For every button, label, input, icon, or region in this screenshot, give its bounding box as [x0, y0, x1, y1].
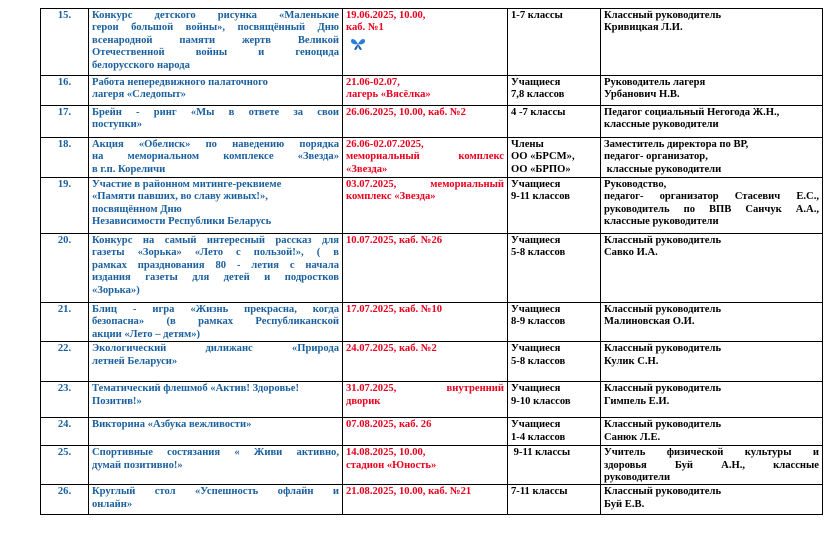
- event-cell: [89, 446, 343, 485]
- responsible-cell: [601, 138, 823, 178]
- row-number: 26.: [41, 485, 89, 515]
- date-place-line: мемориальный комплекс: [346, 151, 504, 163]
- event-cell: [89, 382, 343, 418]
- event-line: белорусского народа: [92, 59, 190, 71]
- date-place-cell: [343, 485, 508, 515]
- responsible-line: Малиновская О.И.: [604, 316, 695, 328]
- responsible-line: Кривицкая Л.И.: [604, 22, 683, 34]
- responsible-line: руководители: [604, 472, 671, 484]
- participants-line: 9-11 классы: [511, 447, 571, 459]
- responsible-line: Классный руководитель: [604, 383, 722, 395]
- responsible-line: Классный руководитель: [604, 304, 722, 315]
- responsible-line: Классный руководитель: [604, 10, 722, 21]
- participants-line: Учащиеся: [511, 304, 561, 315]
- row-number: 21.: [41, 303, 89, 342]
- date-place-line: стадион «Юность»: [346, 459, 437, 471]
- event-line: издания газеты для детей и подростков: [92, 272, 339, 284]
- responsible-cell: [601, 342, 823, 382]
- responsible-line: классные руководители: [604, 163, 722, 175]
- participants-cell: [508, 418, 601, 446]
- participants-line: Учащиеся: [511, 179, 561, 190]
- participants-cell: [508, 9, 601, 76]
- date-place-cell: [343, 9, 508, 76]
- date-place-line: 10.07.2025, каб. №26: [346, 235, 443, 246]
- event-cell: [89, 138, 343, 178]
- row-number: 18.: [41, 138, 89, 178]
- row-number: 15.: [41, 9, 89, 76]
- date-place-line: 21.08.2025, 10.00, каб. №21: [346, 486, 472, 498]
- event-line: Работа непередвижного палаточного: [92, 77, 268, 88]
- date-place-line: 26.06-02.07.2025,: [346, 139, 424, 150]
- responsible-line: Заместитель директора по ВР,: [604, 139, 749, 150]
- participants-cell: [508, 138, 601, 178]
- event-line: в г.п. Кореличи: [92, 163, 166, 175]
- date-place-line: дворик: [346, 395, 381, 407]
- events-table-body: [41, 9, 823, 515]
- butterfly-icon: [350, 37, 366, 51]
- date-place-line: 17.07.2025, каб. №10: [346, 304, 443, 315]
- participants-cell: [508, 106, 601, 138]
- responsible-cell: [601, 9, 823, 76]
- responsible-cell: [601, 382, 823, 418]
- responsible-cell: [601, 178, 823, 234]
- responsible-line: классные руководители: [604, 119, 719, 131]
- date-place-line: 31.07.2025, внутренний: [346, 383, 504, 395]
- event-line: Спортивные состязания « Живи активно,: [92, 447, 339, 459]
- event-line: Круглый стол «Успешность офлайн и: [92, 486, 339, 498]
- participants-line: ОО «БРСМ»,: [511, 151, 575, 163]
- date-place-cell: [343, 342, 508, 382]
- event-line: Участие в районном митинге-реквиеме: [92, 179, 282, 190]
- participants-line: Учащиеся: [511, 343, 561, 355]
- responsible-line: Буй Е.В.: [604, 498, 645, 510]
- event-line: Блиц - игра «Жизнь прекрасна, когда: [92, 304, 339, 315]
- responsible-line: классные руководители: [604, 216, 719, 228]
- date-place-line: 21.06-02.07,: [346, 77, 400, 88]
- table-row: [41, 418, 823, 446]
- event-line: всенародной памяти жертв Великой: [92, 34, 339, 46]
- event-line: Конкурс детского рисунка «Маленькие: [92, 10, 339, 21]
- responsible-cell: [601, 485, 823, 515]
- event-line: акции «Лето – детям»): [92, 328, 201, 340]
- date-place-cell: [343, 106, 508, 138]
- date-place-line: «Звезда»: [346, 163, 388, 175]
- date-place-line: 19.06.2025, 10.00,: [346, 10, 426, 21]
- date-place-line: 03.07.2025, мемориальный: [346, 179, 504, 190]
- event-line: рамках празднования 80 - летия с начала: [92, 259, 339, 271]
- table-row: [41, 106, 823, 138]
- event-line: поступки»: [92, 119, 143, 131]
- responsible-line: педагог- организатор,: [604, 151, 708, 163]
- row-number: 24.: [41, 418, 89, 446]
- participants-line: 5-8 классов: [511, 355, 566, 367]
- event-line: герои большой войны», посвящённый Дню: [92, 22, 339, 34]
- responsible-line: Гимпель Е.И.: [604, 395, 670, 407]
- participants-cell: [508, 342, 601, 382]
- participants-line: Члены: [511, 139, 544, 150]
- date-place-line: каб. №1: [346, 22, 384, 34]
- date-place-cell: [343, 76, 508, 106]
- responsible-cell: [601, 418, 823, 446]
- event-line: «Зорька»): [92, 284, 140, 296]
- table-row: [41, 76, 823, 106]
- participants-cell: [508, 303, 601, 342]
- event-line: Экологический дилижанс «Природа: [92, 343, 339, 355]
- date-place-cell: [343, 446, 508, 485]
- row-number: 19.: [41, 178, 89, 234]
- participants-line: Учащиеся: [511, 383, 561, 395]
- event-cell: [89, 303, 343, 342]
- event-cell: [89, 234, 343, 303]
- participants-line: 8-9 классов: [511, 316, 566, 328]
- participants-line: Учащиеся: [511, 235, 561, 246]
- responsible-cell: [601, 76, 823, 106]
- event-line: на мемориальном комплексе «Звезда»: [92, 151, 339, 163]
- event-line: посвящённом Дню: [92, 203, 182, 215]
- responsible-line: Классный руководитель: [604, 419, 722, 431]
- participants-line: Учащиеся: [511, 77, 561, 88]
- participants-line: 7,8 классов: [511, 89, 565, 101]
- date-place-cell: [343, 418, 508, 446]
- table-row: [41, 178, 823, 234]
- event-line: Викторина «Азбука вежливости»: [92, 419, 252, 431]
- table-row: [41, 382, 823, 418]
- row-number: 16.: [41, 76, 89, 106]
- participants-line: 5-8 классов: [511, 247, 566, 259]
- participants-line: 1-4 классов: [511, 431, 566, 443]
- table-row: [41, 9, 823, 76]
- participants-cell: [508, 76, 601, 106]
- event-line: Тематический флешмоб «Актив! Здоровье!: [92, 383, 299, 395]
- date-place-cell: [343, 382, 508, 418]
- event-line: лагеря «Следопыт»: [92, 89, 186, 101]
- table-row: [41, 303, 823, 342]
- date-place-cell: [343, 178, 508, 234]
- event-line: Конкурс на самый интересный рассказ для: [92, 235, 339, 246]
- table-row: [41, 234, 823, 303]
- row-number: 22.: [41, 342, 89, 382]
- date-place-line: 24.07.2025, каб. №2: [346, 343, 437, 355]
- participants-cell: [508, 382, 601, 418]
- table-row: [41, 342, 823, 382]
- table-row: [41, 485, 823, 515]
- responsible-cell: [601, 234, 823, 303]
- table-row: [41, 138, 823, 178]
- responsible-line: Руководитель лагеря: [604, 77, 706, 88]
- date-place-line: 07.08.2025, каб. 26: [346, 419, 432, 431]
- participants-cell: [508, 446, 601, 485]
- responsible-line: руководитель по ВПВ Санчук А.А.,: [604, 203, 819, 215]
- date-place-cell: [343, 138, 508, 178]
- responsible-line: Педагог социальный Негогода Ж.Н.,: [604, 107, 780, 118]
- event-line: думай позитивно!»: [92, 459, 183, 471]
- event-line: онлайн»: [92, 498, 133, 510]
- row-number: 17.: [41, 106, 89, 138]
- event-line: «Памяти павших, во славу живых!»,: [92, 191, 268, 203]
- responsible-line: Кулик С.Н.: [604, 355, 659, 367]
- participants-line: 9-11 классов: [511, 191, 570, 203]
- participants-line: 4 -7 классы: [511, 107, 566, 118]
- participants-cell: [508, 178, 601, 234]
- document-page: [40, 8, 823, 515]
- date-place-line: 26.06.2025, 10.00, каб. №2: [346, 107, 466, 118]
- date-place-line: 14.08.2025, 10.00,: [346, 447, 426, 459]
- date-place-cell: [343, 303, 508, 342]
- participants-line: ОО «БРПО»: [511, 163, 571, 175]
- events-table: [40, 8, 823, 515]
- table-row: [41, 446, 823, 485]
- responsible-line: педагог- организатор Стасевич Е.С.,: [604, 191, 819, 203]
- event-cell: [89, 485, 343, 515]
- row-number: 20.: [41, 234, 89, 303]
- event-cell: [89, 9, 343, 76]
- row-number: 25.: [41, 446, 89, 485]
- event-line: Независимости Республики Беларусь: [92, 216, 272, 228]
- participants-line: Учащиеся: [511, 419, 561, 431]
- participants-cell: [508, 485, 601, 515]
- date-place-line: комплекс «Звезда»: [346, 191, 436, 203]
- responsible-line: Классный руководитель: [604, 486, 722, 498]
- date-place-line: лагерь «Вясёлка»: [346, 89, 431, 101]
- responsible-line: Савко И.А.: [604, 247, 658, 259]
- participants-line: 7-11 классы: [511, 486, 568, 498]
- event-line: Акция «Обелиск» по наведению порядка: [92, 139, 339, 150]
- event-cell: [89, 418, 343, 446]
- event-line: летней Беларуси»: [92, 355, 178, 367]
- participants-line: 1-7 классы: [511, 10, 563, 21]
- event-line: безопасна» (в рамках Республиканской: [92, 316, 339, 328]
- responsible-line: здоровья Буй А.Н., классные: [604, 459, 819, 471]
- event-cell: [89, 106, 343, 138]
- responsible-line: Классный руководитель: [604, 235, 722, 246]
- event-cell: [89, 76, 343, 106]
- row-number: 23.: [41, 382, 89, 418]
- date-place-cell: [343, 234, 508, 303]
- event-line: газеты «Зорька» «Лето с пользой!», ( в: [92, 247, 339, 259]
- responsible-line: Учитель физической культуры и: [604, 447, 819, 459]
- event-line: Отечественной войны и геноцида: [92, 47, 339, 59]
- event-line: Позитив!»: [92, 395, 142, 407]
- event-cell: [89, 178, 343, 234]
- responsible-line: Санюк Л.Е.: [604, 431, 661, 443]
- responsible-line: Руководство,: [604, 179, 667, 190]
- event-cell: [89, 342, 343, 382]
- responsible-line: Урбанович Н.В.: [604, 89, 680, 101]
- event-line: Брейн - ринг «Мы в ответе за свои: [92, 107, 339, 118]
- responsible-cell: [601, 303, 823, 342]
- participants-cell: [508, 234, 601, 303]
- responsible-cell: [601, 446, 823, 485]
- participants-line: 9-10 классов: [511, 395, 571, 407]
- responsible-cell: [601, 106, 823, 138]
- responsible-line: Классный руководитель: [604, 343, 722, 355]
